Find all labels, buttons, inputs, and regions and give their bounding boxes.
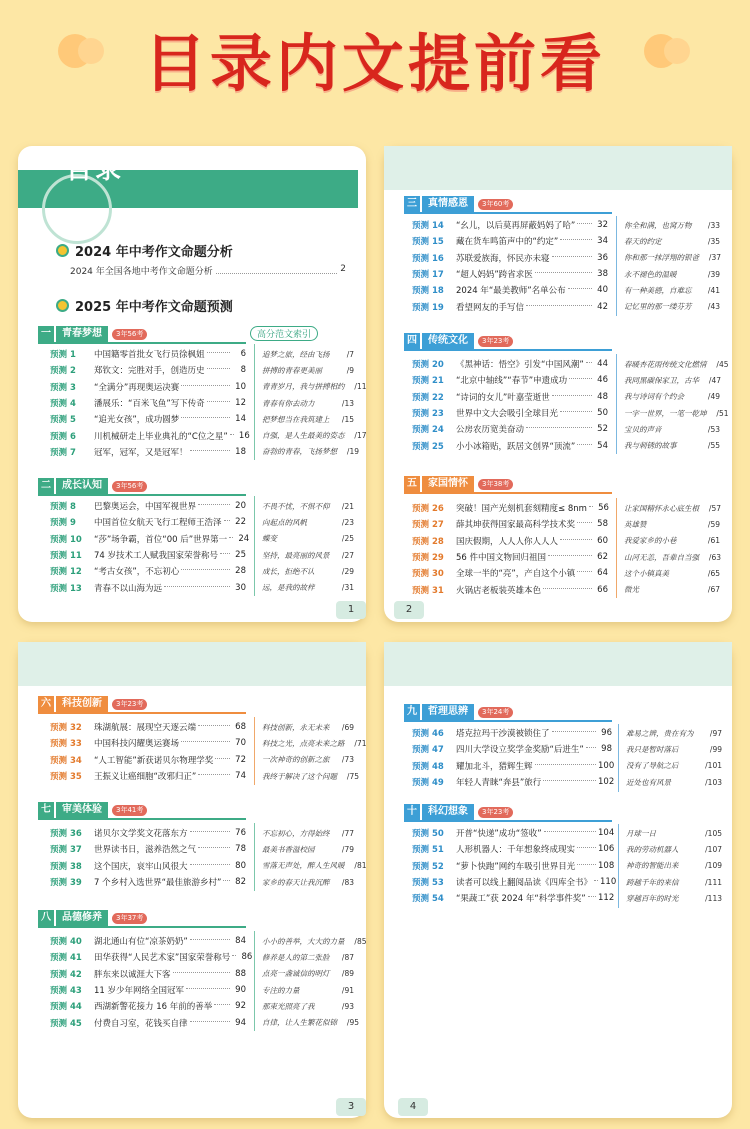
chapter-3-notes bbox=[624, 217, 720, 315]
toc-entry[interactable]: 预测 8 巴黎奥运会，中国军视世界 20 bbox=[50, 501, 246, 513]
model-essay-entry[interactable]: 奋勃的青春，飞扬梦想 /19 bbox=[262, 447, 359, 457]
toc-entry[interactable]: 预测 20 《黑神话：悟空》引发“中国风潮” 44 bbox=[412, 359, 608, 371]
model-essay-entry[interactable]: 自律，让人生繁花似锦 /95 bbox=[262, 1018, 359, 1028]
model-essay-entry[interactable]: 点亮一盏诚信的明灯 /89 bbox=[262, 969, 354, 979]
model-essay-entry[interactable]: 科技创新，永无未来 /69 bbox=[262, 722, 354, 732]
toc-entry[interactable]: 预测 5 “追光女孩”，成功圆梦 14 bbox=[50, 414, 246, 426]
model-essay-entry[interactable]: 坚持，最亮丽的风景 /27 bbox=[262, 550, 354, 560]
model-essay-entry[interactable]: 科技之光，点亮未来之路 /71 bbox=[262, 738, 367, 748]
toc-entry[interactable]: 预测 14 “幺儿，以后莫再屏蔽妈妈了哈” 32 bbox=[412, 220, 608, 232]
chapter-8-header: 八 品德修养 3年37考 bbox=[38, 910, 147, 926]
chapter-7-header: 七 审美体验 3年41考 bbox=[38, 802, 147, 818]
model-essay-entry[interactable]: 青青岁月，我与拼搏相约 /11 bbox=[262, 382, 367, 392]
chapter-9-notes bbox=[626, 725, 722, 790]
chapter-10-notes bbox=[626, 825, 722, 906]
toc-entry[interactable]: 预测 9 中国首位女航天飞行工程师王浩泽 22 bbox=[50, 517, 246, 529]
chapter-2-header: 二 成长认知 3年56考 bbox=[38, 478, 147, 494]
toc-entry[interactable]: 预测 3 “全满分”再现奥运决赛 10 bbox=[50, 381, 246, 393]
toc-entry[interactable]: 预测 13 青春不以山海为远 30 bbox=[50, 582, 246, 594]
exam-count-badge: 3年41考 bbox=[112, 805, 147, 816]
chapter-1-notes bbox=[262, 346, 367, 460]
model-essay-entry[interactable]: 记忆里的那一缕芬芳 /43 bbox=[624, 302, 720, 312]
toc-entry[interactable]: 预测 22 “诗词的女儿”叶嘉莹逝世 48 bbox=[412, 391, 608, 403]
toc-entry[interactable]: 预测 46 塔克拉玛干沙漠被锁住了 96 bbox=[412, 728, 612, 740]
exam-count-badge: 3年23考 bbox=[478, 336, 513, 347]
toc-entry[interactable]: 预测 49 年轻人青睐“奔县”旅行 102 bbox=[412, 777, 615, 789]
model-essay-entry[interactable]: 一次神奇的创新之旅 /73 bbox=[262, 755, 354, 765]
toc-entry[interactable]: 预测 29 56 件中国文物回归祖国 62 bbox=[412, 552, 608, 564]
model-essay-entry[interactable]: 小小的善举，大大的力量 /85 bbox=[262, 936, 367, 946]
toc-entry[interactable]: 预测 15 藏在货车鸣笛声中的“约定” 34 bbox=[412, 236, 608, 248]
exam-count-badge: 3年23考 bbox=[112, 699, 147, 710]
toc-entry[interactable]: 预测 18 2024 年“最美教师”名单公布 40 bbox=[412, 285, 608, 297]
toc-entry[interactable]: 预测 33 中国科技闪耀奥运赛场 70 bbox=[50, 738, 246, 750]
page-number: 3 bbox=[336, 1098, 366, 1116]
exam-count-badge: 3年24考 bbox=[478, 707, 513, 718]
toc-page-3 bbox=[18, 642, 366, 1118]
model-essay-entry[interactable]: 拼搏的青春更美丽 /9 bbox=[262, 365, 354, 375]
model-essay-entry[interactable]: 我爱家乡的小巷 /61 bbox=[624, 536, 720, 546]
chapter-10-list bbox=[412, 825, 617, 906]
toc-entry[interactable]: 预测 47 四川大学设立奖学金奖励“后进生” 98 bbox=[412, 744, 612, 756]
toc-entry[interactable]: 预测 45 付费自习室，花钱买自律 94 bbox=[50, 1017, 246, 1029]
page-number: 2 bbox=[394, 601, 424, 619]
chapter-4-list bbox=[412, 356, 608, 454]
toc-entry[interactable]: 预测 43 11 岁少年网络全国冠军 90 bbox=[50, 985, 246, 997]
model-essay-entry[interactable]: 蝶变 /25 bbox=[262, 534, 354, 544]
chapter-4-header: 四 传统文化 3年23考 bbox=[404, 333, 513, 349]
model-essay-entry[interactable]: 宝贝的声音 /53 bbox=[624, 424, 720, 434]
chapter-7-notes bbox=[262, 825, 367, 890]
model-essay-entry[interactable]: 这个小镇真美 /65 bbox=[624, 568, 720, 578]
toc-entry[interactable]: 预测 4 潘展乐：“百米飞鱼”写下传奇 12 bbox=[50, 398, 246, 410]
model-essay-entry[interactable]: 把梦想当在我筑建上 /15 bbox=[262, 414, 354, 424]
model-essay-entry[interactable]: 让家国精怀永心底生根 /57 bbox=[624, 503, 721, 513]
model-essay-entry[interactable]: 微光 /67 bbox=[624, 585, 720, 595]
model-essay-entry[interactable]: 春天的约定 /35 bbox=[624, 236, 720, 246]
model-essay-entry[interactable]: 追梦之旅，经由飞扬 /7 bbox=[262, 349, 354, 359]
toc-entry[interactable]: 预测 32 珠湖航展：展现空天逐云端 68 bbox=[50, 722, 246, 734]
model-essay-entry[interactable]: 难易之辨，贵在有为 /97 bbox=[626, 728, 722, 738]
model-essay-entry[interactable]: 我同黑碳保家卫，古华 /47 bbox=[624, 375, 721, 385]
toc-entry[interactable]: 预测 40 湖北通山有位“凉茶奶奶” 84 bbox=[50, 936, 246, 948]
chapter-6-notes bbox=[262, 719, 367, 784]
model-essay-entry[interactable]: 英雄赞 /59 bbox=[624, 519, 720, 529]
exam-count-badge: 3年38考 bbox=[478, 479, 513, 490]
model-essay-entry[interactable]: 雪落无声处，醉人生风暖 /81 bbox=[262, 861, 367, 871]
model-essay-entry[interactable]: 修养是人的第二张脸 /87 bbox=[262, 952, 354, 962]
toc-entry[interactable]: 预测 50 开普“快递”成功“签收” 104 bbox=[412, 828, 615, 840]
model-essay-entry[interactable]: 向起点的风帆 /23 bbox=[262, 517, 354, 527]
toc-entry[interactable]: 预测 42 胖东来以诚涯大下客 88 bbox=[50, 968, 246, 980]
toc-entry[interactable]: 预测 48 耀加北斗，猎辉生辉 100 bbox=[412, 760, 615, 772]
model-essay-entry[interactable]: 永不褪色的温暖 /39 bbox=[624, 269, 720, 279]
model-essay-entry[interactable]: 成长，拒绝不认 /29 bbox=[262, 566, 354, 576]
model-essay-entry[interactable]: 我只是暂时落后 /99 bbox=[626, 744, 722, 754]
model-essay-entry[interactable]: 那束光照亮了我 /93 bbox=[262, 1001, 354, 1011]
model-essay-entry[interactable]: 青春有你去动力 /13 bbox=[262, 398, 354, 408]
exam-count-badge: 3年23考 bbox=[478, 807, 513, 818]
model-essay-entry[interactable]: 穿越百年的时光 /113 bbox=[626, 893, 722, 903]
chapter-2-list bbox=[50, 498, 250, 596]
toc-entry[interactable]: 预测 16 苏联爱族海，怀民亦未寝 36 bbox=[412, 252, 608, 264]
chapter-5-notes bbox=[624, 500, 720, 598]
model-essay-index-label: 高分范文索引 bbox=[250, 326, 318, 341]
model-essay-entry[interactable]: 一字一世界，一笔一乾坤 /51 bbox=[624, 408, 729, 418]
toc-entry[interactable]: 预测 1 中国籍零首批女飞行员徐枫姐 6 bbox=[50, 349, 246, 361]
toc-entry[interactable]: 预测 2 郑钦文：完胜对手，创造历史 8 bbox=[50, 365, 246, 377]
model-essay-entry[interactable]: 我与诗词有个约会 /49 bbox=[624, 392, 720, 402]
chapter-1-list bbox=[50, 346, 250, 460]
toc-entry[interactable]: 预测 21 “北京中轴线”“春节”申遗成功 46 bbox=[412, 375, 608, 387]
toc-entry[interactable]: 预测 41 田华获得“人民艺术家”国家荣誉称号 86 bbox=[50, 952, 253, 964]
chapter-9-list bbox=[412, 725, 615, 790]
toc-entry[interactable]: 预测 17 “超人妈妈”跨省求医 38 bbox=[412, 269, 608, 281]
chapter-3-header: 三 真情感恩 3年60考 bbox=[404, 196, 513, 212]
toc-entry[interactable]: 预测 38 这个国庆，哀牢山风很大 80 bbox=[50, 860, 246, 872]
model-essay-entry[interactable]: 我与刺锈的故事 /55 bbox=[624, 441, 720, 451]
page-number: 1 bbox=[336, 601, 366, 619]
model-essay-entry[interactable]: 没有了导航之后 /101 bbox=[626, 761, 722, 771]
model-essay-entry[interactable]: 近处也有风景 /103 bbox=[626, 777, 722, 787]
section-forecast-title: 2025 年中考作文命题预测 bbox=[56, 296, 233, 315]
model-essay-entry[interactable]: 专注的力量 /91 bbox=[262, 985, 354, 995]
exam-count-badge: 3年60考 bbox=[478, 199, 513, 210]
toc-entry[interactable]: 预测 31 火锅店老板装英雄本色 66 bbox=[412, 584, 608, 596]
toc-entry[interactable]: 预测 19 看望网友的手写信 42 bbox=[412, 301, 608, 313]
toc-page-4 bbox=[384, 642, 732, 1118]
chapter-10-header: 十 科幻想象 3年23考 bbox=[404, 804, 513, 820]
banner-title: 目录内文提前看 bbox=[143, 27, 606, 100]
model-essay-entry[interactable]: 你和那一抹浮翔的银爸 /37 bbox=[624, 253, 721, 263]
toc-entry[interactable]: 预测 7 冠军，冠军，又是冠军！ 18 bbox=[50, 446, 246, 458]
chapter-7-list bbox=[50, 825, 246, 890]
model-essay-entry[interactable]: 我的劳动机器人 /107 bbox=[626, 844, 722, 854]
bullet-icon bbox=[56, 244, 69, 257]
toc-entry[interactable]: 预测 26 突破！国产光刻机套刻精度≤ 8nm 56 bbox=[412, 503, 609, 515]
toc-entry[interactable]: 预测 36 诺贝尔文学奖文花落东方 76 bbox=[50, 828, 246, 840]
toc-entry[interactable]: 预测 51 人形机器人：千年想象终成现实 106 bbox=[412, 844, 615, 856]
toc-entry[interactable]: 预测 34 “人工智能”新获诺贝尔物理学奖 72 bbox=[50, 754, 246, 766]
toc-entry[interactable]: 预测 28 国庆假期，人人人你人人人 60 bbox=[412, 535, 608, 547]
model-essay-entry[interactable]: 神奇的智能出来 /109 bbox=[626, 861, 722, 871]
chapter-2-notes bbox=[262, 498, 354, 596]
chapter-8-list bbox=[50, 933, 253, 1031]
toc-entry[interactable]: 预测 35 王振义让癌细胞“改邪归正” 74 bbox=[50, 771, 246, 783]
toc-page-1 bbox=[18, 146, 366, 622]
model-essay-entry[interactable]: 山河无恙，吾辈自当强 /63 bbox=[624, 552, 721, 562]
model-essay-entry[interactable]: 跨越千年的来信 /111 bbox=[626, 877, 722, 887]
toc-entry[interactable]: 预测 6 川机械研走上毕业典礼的“C位之星” 16 bbox=[50, 430, 250, 442]
chapter-5-header: 五 家国情怀 3年38考 bbox=[404, 476, 513, 492]
model-essay-entry[interactable]: 不畏不忧，不惧不仰 /21 bbox=[262, 501, 354, 511]
chapter-1-header: 一 青春梦想 3年56考 bbox=[38, 326, 147, 342]
bullet-icon bbox=[56, 299, 69, 312]
model-essay-entry[interactable]: 家乡的春天让我沉醉 /83 bbox=[262, 877, 354, 887]
section-analysis-title: 2024 年中考作文命题分析 bbox=[56, 241, 233, 260]
toc-entry[interactable]: 预测 23 世界中文大会吸引全球目光 50 bbox=[412, 408, 608, 420]
chapter-4-notes bbox=[624, 356, 729, 454]
toc-entry[interactable]: 预测 54 “果蔬工”获 2024 年“科学事件奖” 112 bbox=[412, 893, 615, 905]
toc-entry[interactable]: 预测 53 读者可以线上翻阅品读《四库全书》 110 bbox=[412, 877, 617, 889]
toc-entry[interactable]: 预测 10 “莎”场争霸，首位“00 后”世界第一 24 bbox=[50, 533, 250, 545]
toc-page-2 bbox=[384, 146, 732, 622]
model-essay-entry[interactable]: 春暖杏花雨传统文化燃情 /45 bbox=[624, 359, 729, 369]
model-essay-entry[interactable]: 不忘初心，方得始终 /77 bbox=[262, 828, 354, 838]
chapter-3-list bbox=[412, 217, 608, 315]
toc-entry[interactable]: 预测 24 公房农历宽美奋动 52 bbox=[412, 424, 608, 436]
banner bbox=[0, 0, 750, 130]
model-essay-entry[interactable]: 有一种美德，自难忘 /41 bbox=[624, 285, 720, 295]
toc-entry[interactable]: 预测 39 7 个乡村入选世界“最佳旅游乡村” 82 bbox=[50, 877, 246, 889]
exam-count-badge: 3年56考 bbox=[112, 481, 147, 492]
toc-entry[interactable]: 预测 25 小小冰箱贴，跃居文创界“顶流” 54 bbox=[412, 440, 608, 452]
model-essay-entry[interactable]: 你全和满，也窝万物 /33 bbox=[624, 220, 720, 230]
section-analysis-entry: 2024 年全国各地中考作文命题分析 2 bbox=[70, 264, 346, 277]
exam-count-badge: 3年56考 bbox=[112, 329, 147, 340]
toc-entry[interactable]: 预测 12 “考古女孩”，不忘初心 28 bbox=[50, 566, 246, 578]
toc-entry[interactable]: 预测 27 薛其坤获得国家最高科学技术奖 58 bbox=[412, 519, 608, 531]
model-essay-entry[interactable]: 自强，是人生最美的姿态 /17 bbox=[262, 431, 367, 441]
chapter-8-notes bbox=[262, 933, 367, 1031]
model-essay-entry[interactable]: 远，是我的故梓 /31 bbox=[262, 583, 354, 593]
page-number: 4 bbox=[398, 1098, 428, 1116]
toc-entry[interactable]: 预测 11 74 岁技术工人赋我国家荣誉称号 25 bbox=[50, 550, 246, 562]
toc-entry[interactable]: 预测 44 西湖新警花接力 16 年前的善举 92 bbox=[50, 1001, 246, 1013]
chapter-9-header: 九 哲理思辨 3年24考 bbox=[404, 704, 513, 720]
chapter-6-list bbox=[50, 719, 246, 784]
toc-entry[interactable]: 预测 52 “萝卜快跑”网约车吸引世界目光 108 bbox=[412, 860, 615, 872]
exam-count-badge: 3年37考 bbox=[112, 913, 147, 924]
toc-entry[interactable]: 预测 30 全球一半的“亮”，产自这个小镇 64 bbox=[412, 568, 608, 580]
toc-heading: 目录 bbox=[66, 155, 125, 185]
chapter-5-list bbox=[412, 500, 608, 598]
chapter-6-header: 六 科技创新 3年23考 bbox=[38, 696, 147, 712]
toc-entry[interactable]: 预测 37 世界读书日，滋养浩然之气 78 bbox=[50, 844, 246, 856]
model-essay-entry[interactable]: 我终于解决了这个问题 /75 bbox=[262, 771, 359, 781]
model-essay-entry[interactable]: 月球一日 /105 bbox=[626, 828, 722, 838]
model-essay-entry[interactable]: 最美书香溢校园 /79 bbox=[262, 844, 354, 854]
